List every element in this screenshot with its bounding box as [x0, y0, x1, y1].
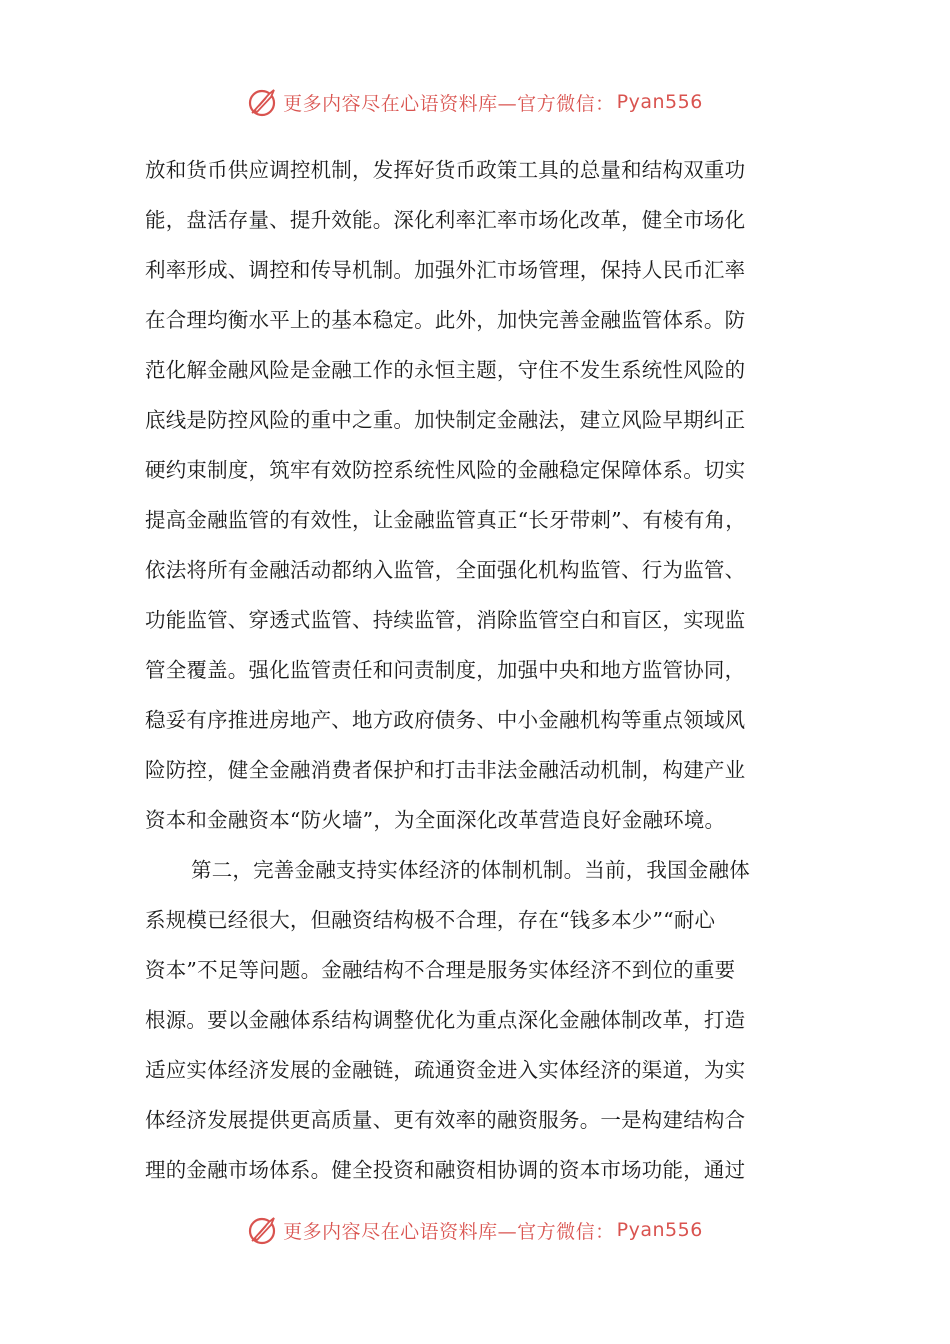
text-line: 能，盘活存量、提升效能。深化利率汇率市场化改革，健全市场化	[145, 208, 746, 232]
text-line: 硬约束制度，筑牢有效防控系统性风险的金融稳定保障体系。切实	[145, 458, 746, 482]
quill-pen-logo-icon	[247, 86, 279, 118]
text-line: 稳妥有序推进房地产、地方政府债务、中小金融机构等重点领域风	[145, 708, 746, 732]
text-line: 利率形成、调控和传导机制。加强外汇市场管理，保持人民币汇率	[145, 258, 746, 282]
text-line: 底线是防控风险的重中之重。加快制定金融法，建立风险早期纠正	[145, 408, 746, 432]
text-line: 依法将所有金融活动都纳入监管，全面强化机构监管、行为监管、	[145, 558, 746, 582]
text-line: 根源。要以金融体系结构调整优化为重点深化金融体制改革，打造	[145, 1008, 746, 1032]
text-line: 适应实体经济发展的金融链，疏通资金进入实体经济的渠道，为实	[145, 1058, 746, 1082]
text-line: 体经济发展提供更高质量、更有效率的融资服务。一是构建结构合	[145, 1108, 746, 1132]
banner-wechat-id: Pyan556	[616, 91, 703, 113]
header-watermark-banner	[0, 82, 950, 122]
text-line: 功能监管、穿透式监管、持续监管，消除监管空白和盲区，实现监	[145, 608, 746, 632]
text-line: 资本和金融资本“防火墙”，为全面深化改革营造良好金融环境。	[145, 808, 726, 832]
text-line: 范化解金融风险是金融工作的永恒主题，守住不发生系统性风险的	[145, 358, 746, 382]
text-line: 管全覆盖。强化监管责任和问责制度，加强中央和地方监管协同，	[145, 658, 746, 682]
banner-wechat-id: Pyan556	[616, 1219, 703, 1241]
text-line: 资本”不足等问题。金融结构不合理是服务实体经济不到位的重要	[145, 958, 736, 982]
text-line: 第二，完善金融支持实体经济的体制机制。当前，我国金融体	[191, 858, 750, 882]
banner-text: 更多内容尽在心语资料库—官方微信：	[283, 1220, 615, 1243]
footer-watermark-banner	[0, 1210, 950, 1250]
document-body	[145, 145, 805, 1195]
text-line: 系规模已经很大，但融资结构极不合理，存在“钱多本少”“耐心	[145, 908, 716, 932]
text-line: 在合理均衡水平上的基本稳定。此外，加快完善金融监管体系。防	[145, 308, 746, 332]
text-line: 提高金融监管的有效性，让金融监管真正“长牙带刺”、有棱有角，	[145, 508, 746, 532]
banner-text: 更多内容尽在心语资料库—官方微信：	[283, 92, 615, 115]
text-line: 理的金融市场体系。健全投资和融资相协调的资本市场功能，通过	[145, 1158, 746, 1182]
quill-pen-logo-icon	[247, 1214, 279, 1246]
text-line: 险防控，健全金融消费者保护和打击非法金融活动机制，构建产业	[145, 758, 746, 782]
text-line: 放和货币供应调控机制，发挥好货币政策工具的总量和结构双重功	[145, 158, 746, 182]
